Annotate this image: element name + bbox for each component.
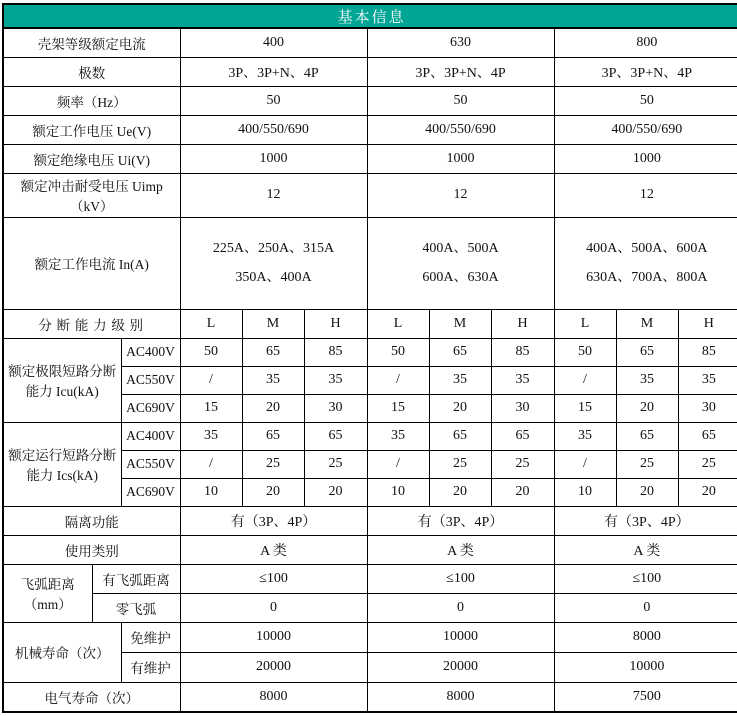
ics-value: 35 <box>180 422 242 450</box>
icu-value: 30 <box>491 394 554 422</box>
icu-value: 65 <box>616 338 678 366</box>
breaking-level-value: H <box>678 309 737 338</box>
usage-value: A 类 <box>554 535 737 564</box>
breaking-level-value: L <box>554 309 616 338</box>
icu-value: / <box>180 366 242 394</box>
row-isolation <box>3 506 737 535</box>
rated-current-line: 225A、250A、315A <box>183 234 365 263</box>
arc-value: ≤100 <box>180 564 367 593</box>
ics-value: 20 <box>242 478 304 506</box>
mech-life-value: 20000 <box>367 652 554 682</box>
rated-current-line: 600A、630A <box>370 263 552 292</box>
arc-value: 0 <box>367 593 554 622</box>
isolation-value: 有（3P、4P） <box>367 506 554 535</box>
ui-value: 1000 <box>367 144 554 173</box>
icu-value: 50 <box>367 338 429 366</box>
breaking-level-value: H <box>304 309 367 338</box>
ics-value: 25 <box>616 450 678 478</box>
ics-value: 35 <box>367 422 429 450</box>
mech-life-value: 20000 <box>180 652 367 682</box>
frequency-value: 50 <box>554 86 737 115</box>
ics-value: 20 <box>678 478 737 506</box>
icu-value: 35 <box>429 366 491 394</box>
arc-value: ≤100 <box>554 564 737 593</box>
ics-value: 20 <box>616 478 678 506</box>
arc-with-label: 有飞弧距离 <box>92 564 180 593</box>
ics-ac690v-label: AC690V <box>121 478 180 506</box>
isolation-value: 有（3P、4P） <box>180 506 367 535</box>
ics-value: 10 <box>180 478 242 506</box>
breaking-level-value: M <box>616 309 678 338</box>
poles-value: 3P、3P+N、4P <box>554 57 737 86</box>
icu-value: 15 <box>554 394 616 422</box>
mech-life-value: 8000 <box>554 622 737 652</box>
uimp-value: 12 <box>554 173 737 217</box>
breaking-level-value: L <box>180 309 242 338</box>
rated-current-value <box>367 217 554 309</box>
icu-value: 65 <box>429 338 491 366</box>
table-title: 基本信息 <box>3 4 737 28</box>
row-ue <box>3 115 737 144</box>
ics-value: 10 <box>554 478 616 506</box>
row-rated-current <box>3 217 737 309</box>
ue-value: 400/550/690 <box>180 115 367 144</box>
ui-value: 1000 <box>554 144 737 173</box>
ics-value: 65 <box>616 422 678 450</box>
ics-value: 35 <box>554 422 616 450</box>
frame-current-label: 壳架等级额定电流 <box>3 28 180 57</box>
row-arc-zero <box>3 593 737 622</box>
breaking-level-label: 分断能力级别 <box>3 309 180 338</box>
ue-value: 400/550/690 <box>367 115 554 144</box>
row-mech-free <box>3 622 737 652</box>
breaking-level-value: M <box>242 309 304 338</box>
mech-life-label: 机械寿命（次） <box>3 622 121 682</box>
icu-value: 85 <box>304 338 367 366</box>
title-row <box>3 4 737 28</box>
ics-value: 20 <box>491 478 554 506</box>
usage-label: 使用类别 <box>3 535 180 564</box>
frequency-value: 50 <box>367 86 554 115</box>
uimp-label: 额定冲击耐受电压 Uimp（kV） <box>3 173 180 217</box>
ics-ac550v-label: AC550V <box>121 450 180 478</box>
ics-value: 65 <box>491 422 554 450</box>
icu-value: 35 <box>491 366 554 394</box>
rated-current-line: 400A、500A <box>370 234 552 263</box>
frame-current-value: 800 <box>554 28 737 57</box>
breaking-level-value: H <box>491 309 554 338</box>
ics-value: 65 <box>429 422 491 450</box>
rated-current-label: 额定工作电流 In(A) <box>3 217 180 309</box>
elec-life-label: 电气寿命（次） <box>3 682 180 712</box>
icu-value: 65 <box>242 338 304 366</box>
icu-value: 20 <box>616 394 678 422</box>
icu-ac690v-label: AC690V <box>121 394 180 422</box>
ics-value: 65 <box>304 422 367 450</box>
mech-life-value: 10000 <box>367 622 554 652</box>
isolation-value: 有（3P、4P） <box>554 506 737 535</box>
icu-value: 85 <box>678 338 737 366</box>
icu-value: 35 <box>242 366 304 394</box>
icu-value: 30 <box>678 394 737 422</box>
ics-value: 65 <box>242 422 304 450</box>
icu-label: 额定极限短路分断能力 Icu(kA) <box>3 338 121 422</box>
elec-life-value: 8000 <box>367 682 554 712</box>
row-breaking-level <box>3 309 737 338</box>
spec-table <box>2 3 737 713</box>
row-ui <box>3 144 737 173</box>
icu-value: 30 <box>304 394 367 422</box>
ics-value: 25 <box>491 450 554 478</box>
ics-value: 20 <box>429 478 491 506</box>
row-arc-with <box>3 564 737 593</box>
ics-value: / <box>367 450 429 478</box>
ics-value: 25 <box>304 450 367 478</box>
mech-maint-label: 有维护 <box>121 652 180 682</box>
breaking-level-value: L <box>367 309 429 338</box>
breaking-level-value: M <box>429 309 491 338</box>
icu-value: 15 <box>367 394 429 422</box>
frame-current-value: 630 <box>367 28 554 57</box>
mech-free-label: 免维护 <box>121 622 180 652</box>
poles-label: 极数 <box>3 57 180 86</box>
ics-value: 10 <box>367 478 429 506</box>
row-frame-current <box>3 28 737 57</box>
arc-value: 0 <box>180 593 367 622</box>
elec-life-value: 7500 <box>554 682 737 712</box>
rated-current-line: 350A、400A <box>183 263 365 292</box>
icu-ac550v-label: AC550V <box>121 366 180 394</box>
icu-value: 20 <box>429 394 491 422</box>
poles-value: 3P、3P+N、4P <box>367 57 554 86</box>
ics-value: 25 <box>678 450 737 478</box>
rated-current-line: 400A、500A、600A <box>557 234 737 263</box>
icu-value: 85 <box>491 338 554 366</box>
row-elec-life <box>3 682 737 712</box>
ui-label: 额定绝缘电压 Ui(V) <box>3 144 180 173</box>
arc-label: 飞弧距离（mm） <box>3 564 92 622</box>
mech-life-value: 10000 <box>180 622 367 652</box>
rated-current-value <box>180 217 367 309</box>
ics-ac400v-label: AC400V <box>121 422 180 450</box>
isolation-label: 隔离功能 <box>3 506 180 535</box>
icu-value: 20 <box>242 394 304 422</box>
icu-value: / <box>367 366 429 394</box>
usage-value: A 类 <box>367 535 554 564</box>
uimp-value: 12 <box>180 173 367 217</box>
uimp-value: 12 <box>367 173 554 217</box>
poles-value: 3P、3P+N、4P <box>180 57 367 86</box>
usage-value: A 类 <box>180 535 367 564</box>
ui-value: 1000 <box>180 144 367 173</box>
ue-value: 400/550/690 <box>554 115 737 144</box>
frequency-label: 频率（Hz） <box>3 86 180 115</box>
ics-value: / <box>180 450 242 478</box>
icu-value: 15 <box>180 394 242 422</box>
row-ics-ac400v <box>3 422 737 450</box>
frame-current-value: 400 <box>180 28 367 57</box>
elec-life-value: 8000 <box>180 682 367 712</box>
icu-value: 35 <box>678 366 737 394</box>
ics-value: 25 <box>242 450 304 478</box>
ue-label: 额定工作电压 Ue(V) <box>3 115 180 144</box>
arc-value: 0 <box>554 593 737 622</box>
icu-value: 50 <box>554 338 616 366</box>
icu-value: 35 <box>304 366 367 394</box>
icu-ac400v-label: AC400V <box>121 338 180 366</box>
mech-life-value: 10000 <box>554 652 737 682</box>
rated-current-line: 630A、700A、800A <box>557 263 737 292</box>
row-poles <box>3 57 737 86</box>
icu-value: / <box>554 366 616 394</box>
row-frequency <box>3 86 737 115</box>
ics-value: 25 <box>429 450 491 478</box>
frequency-value: 50 <box>180 86 367 115</box>
ics-value: 20 <box>304 478 367 506</box>
ics-value: / <box>554 450 616 478</box>
row-usage <box>3 535 737 564</box>
ics-value: 65 <box>678 422 737 450</box>
icu-value: 35 <box>616 366 678 394</box>
row-icu-ac400v <box>3 338 737 366</box>
row-uimp <box>3 173 737 217</box>
ics-label: 额定运行短路分断能力 Ics(kA) <box>3 422 121 506</box>
arc-zero-label: 零飞弧 <box>92 593 180 622</box>
rated-current-value <box>554 217 737 309</box>
icu-value: 50 <box>180 338 242 366</box>
arc-value: ≤100 <box>367 564 554 593</box>
